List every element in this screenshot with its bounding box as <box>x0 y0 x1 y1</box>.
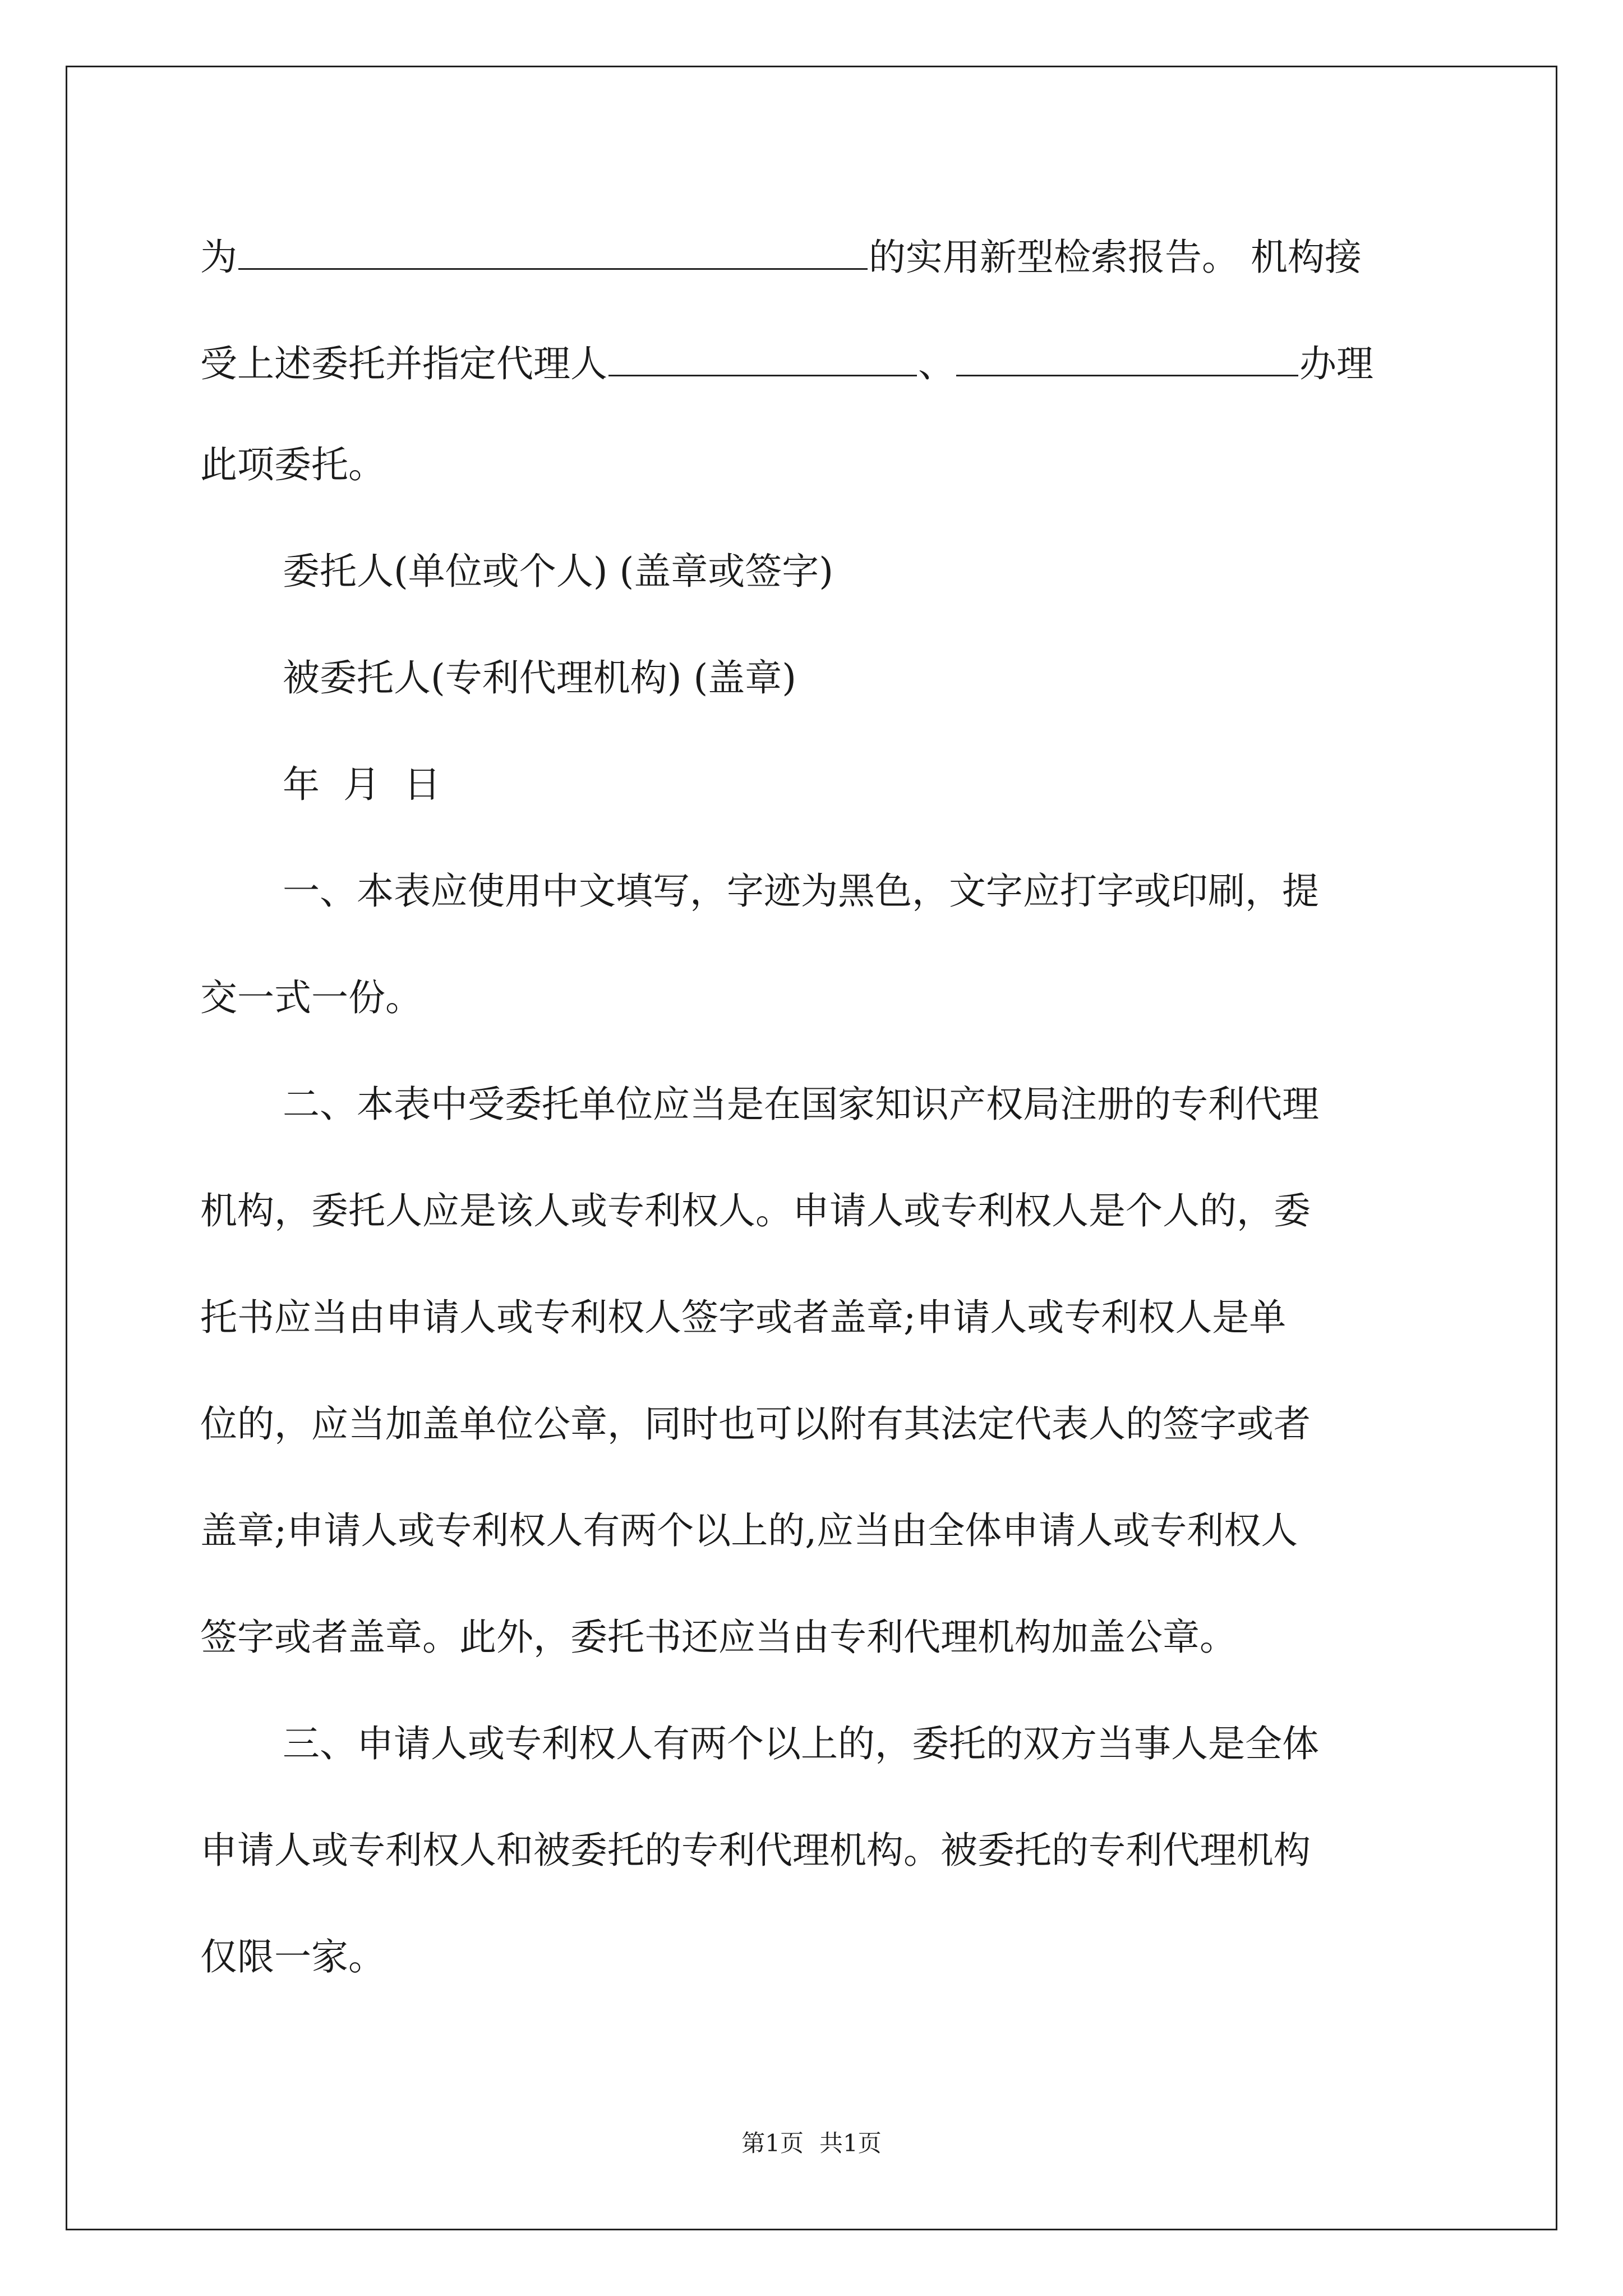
note2-line-3: 托书应当由申请人或专利权人签字或者盖章;申请人或专利权人是单 <box>200 1296 1287 1339</box>
page-total: 共1页 <box>819 2129 882 2157</box>
agent-seal-line: 被委托人(专利代理机构) (盖章) <box>283 656 796 700</box>
date-line: 年 月 日 <box>283 763 441 806</box>
note1-line-2: 交一式一份。 <box>200 976 422 1019</box>
note2-line-4: 位的，应当加盖单位公章，同时也可以附有其法定代表人的签字或者 <box>200 1402 1311 1446</box>
note2-line-6: 签字或者盖章。此外，委托书还应当由专利代理机构加盖公章。 <box>200 1616 1237 1659</box>
report-name-blank[interactable] <box>238 233 868 270</box>
agent1-blank[interactable] <box>608 340 917 376</box>
note1-line-1: 一、本表应使用中文填写，字迹为黑色，文字应打字或印刷，提 <box>283 869 1319 913</box>
doc-line-2 <box>200 340 1373 383</box>
doc-line-1 <box>200 233 1362 279</box>
line1-suffix: 的实用新型检索报告。 机构接 <box>869 236 1362 279</box>
line2-middle: 、 <box>918 342 955 385</box>
page-border <box>66 66 1557 2230</box>
note2-line-5: 盖章;申请人或专利权人有两个以上的,应当由全体申请人或专利权人 <box>200 1509 1298 1552</box>
line2-prefix: 受上述委托并指定代理人 <box>200 342 607 385</box>
note2-line-2: 机构，委托人应是该人或专利权人。申请人或专利权人是个人的，委 <box>200 1189 1311 1232</box>
line2-suffix: 办理 <box>1299 342 1373 385</box>
page-footer <box>0 2125 1623 2159</box>
note3-line-2: 申请人或专利权人和被委托的专利代理机构。被委托的专利代理机构 <box>200 1829 1311 1872</box>
note3-line-3: 仅限一家。 <box>200 1935 385 1978</box>
note2-line-1: 二、本表中受委托单位应当是在国家知识产权局注册的专利代理 <box>283 1083 1319 1126</box>
page-number: 第1页 <box>741 2129 804 2157</box>
note3-line-1: 三、申请人或专利权人有两个以上的，委托的双方当事人是全体 <box>283 1722 1319 1765</box>
client-signature-line: 委托人(单位或个人) (盖章或签字) <box>283 550 833 593</box>
agent2-blank[interactable] <box>956 340 1298 376</box>
line1-prefix: 为 <box>200 236 237 279</box>
doc-line-3: 此项委托。 <box>200 443 385 486</box>
